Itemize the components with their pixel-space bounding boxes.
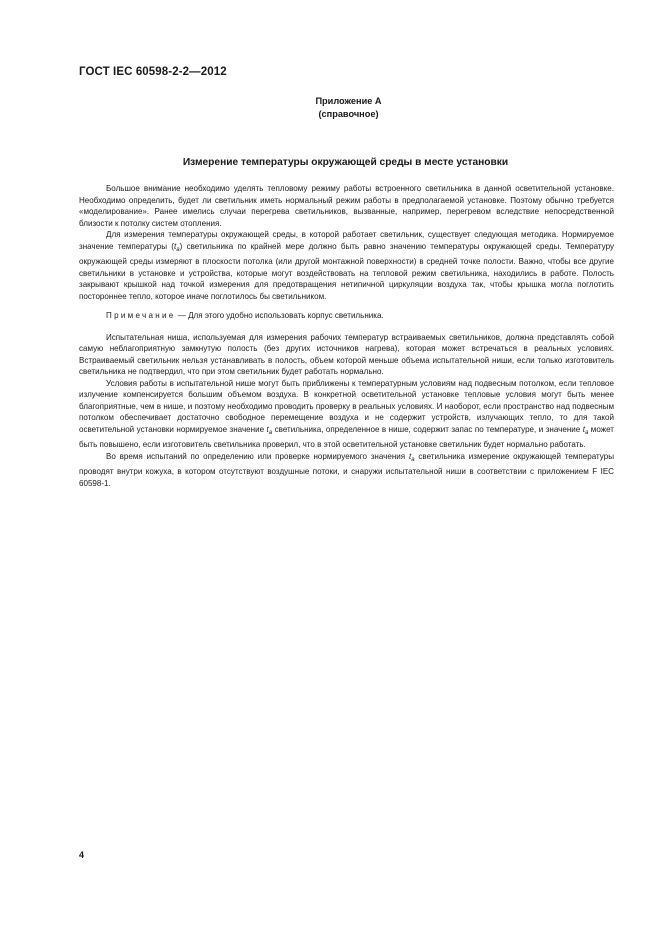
paragraph-4-text-a: Условия работы в испытательной нише могут быть приближены к температурным условиям над подвесным потолком, если тепловое излучение компенсируется большим объемом воздуха. В конкретной осветительной установке тепловые условия могут быть менее благоприятные, чем в нише, и поэтому необходимо проводить проверку в реальных условиях. И наоборот, если пространство над подвесным потолком обеспечивает достаточно свободное перемещение воздуха и не содержит устройств, излучающих тепло, то для такой осветительной установки нормируемое значение [79, 378, 614, 434]
document-body [79, 183, 614, 489]
section-title: Измерение температуры окружающей среды в месте установки [182, 157, 509, 168]
paragraph-5-text-b: светильника измерение окружающей температуры проводят внутри кожуха, в котором отсутствуют воздушные потоки, и снаружи испытательной ниши в соответствии с приложением F IEC 60598-1. [79, 451, 614, 488]
paragraph-5 [79, 451, 614, 490]
page-number: 4 [79, 850, 85, 860]
appendix-type: (справочное) [318, 109, 379, 119]
note-label: Примечание [106, 311, 176, 320]
subscript-a: a [268, 429, 273, 436]
paragraph-2-text-b: ) светильника по крайней мере должно быть равно значению температуры окружающей среды. Температуру окружающей среды измеряют в плоскости потолка (или другой монтажной поверхности) в средней точке полости. Важно, чтобы все другие светильники в установке и устройства, которые могут воздействовать на тепловой режим светильника, находились в работе. Полость закрывают крышкой над точкой измерения для предотвращения нетипичной циркуляции воздуха так, чтобы крышка могла поглотить постороннее тепло, которое иначе поглотилось бы светильником. [79, 241, 615, 301]
appendix-heading [0, 95, 661, 121]
note-text: — Для этого удобно использовать корпус светильника. [175, 311, 384, 320]
symbol-t: t [408, 451, 412, 461]
subscript-a: a [176, 246, 180, 253]
symbol-t: t [174, 241, 177, 251]
symbol-t: t [266, 424, 269, 434]
subscript-a: a [411, 456, 415, 463]
standard-code: ГОСТ IEC 60598-2-2—2012 [79, 66, 227, 78]
symbol-t: t [582, 424, 585, 434]
paragraph-4-text-b: светильника, определенное в нише, содержит запас по температуре, и значение [272, 424, 583, 434]
subscript-a: a [584, 429, 589, 436]
paragraph-2 [79, 229, 614, 302]
paragraph-1: Большое внимание необходимо уделять тепловому режиму работы встроенного светильника в данной осветительной установке. Необходимо определить, будет ли светильник иметь нормальный режим работы в предполагаемой установке. Поэтому обычно требуется «моделирование». Ранее имелись случаи перегрева светильников, вызванные, например, перегревом вследствие непосредственной близости к потолку систем отопления. [79, 184, 614, 228]
note [79, 310, 614, 322]
paragraph-2-text-a: Для измерения температуры окружающей среды, в которой работает светильник, существует следующая методика. Нормируемое значение температуры ( [79, 230, 614, 251]
paragraph-4 [79, 378, 614, 451]
paragraph-5-text-a: Во время испытаний по определению или проверке нормируемого значения [106, 451, 409, 461]
paragraph-4-text-c: может быть повышено, если изготовитель светильника проверил, что в этой осветительной установке светильник будет нормально работать. [79, 424, 614, 449]
appendix-title: Приложение А [315, 96, 382, 106]
paragraph-3: Испытательная ниша, используемая для измерения рабочих температур встраиваемых светильников, должна представлять собой самую неблагоприятную замкнутую полость (без других источников нагрева), которая может встречаться в реальных условиях. Встраиваемый светильник нельзя устанавливать в полость, объем которой меньше объема испытательной ниши, если только изготовитель светильника не подтвердил, что при этом светильник будет работать нормально. [79, 332, 614, 376]
